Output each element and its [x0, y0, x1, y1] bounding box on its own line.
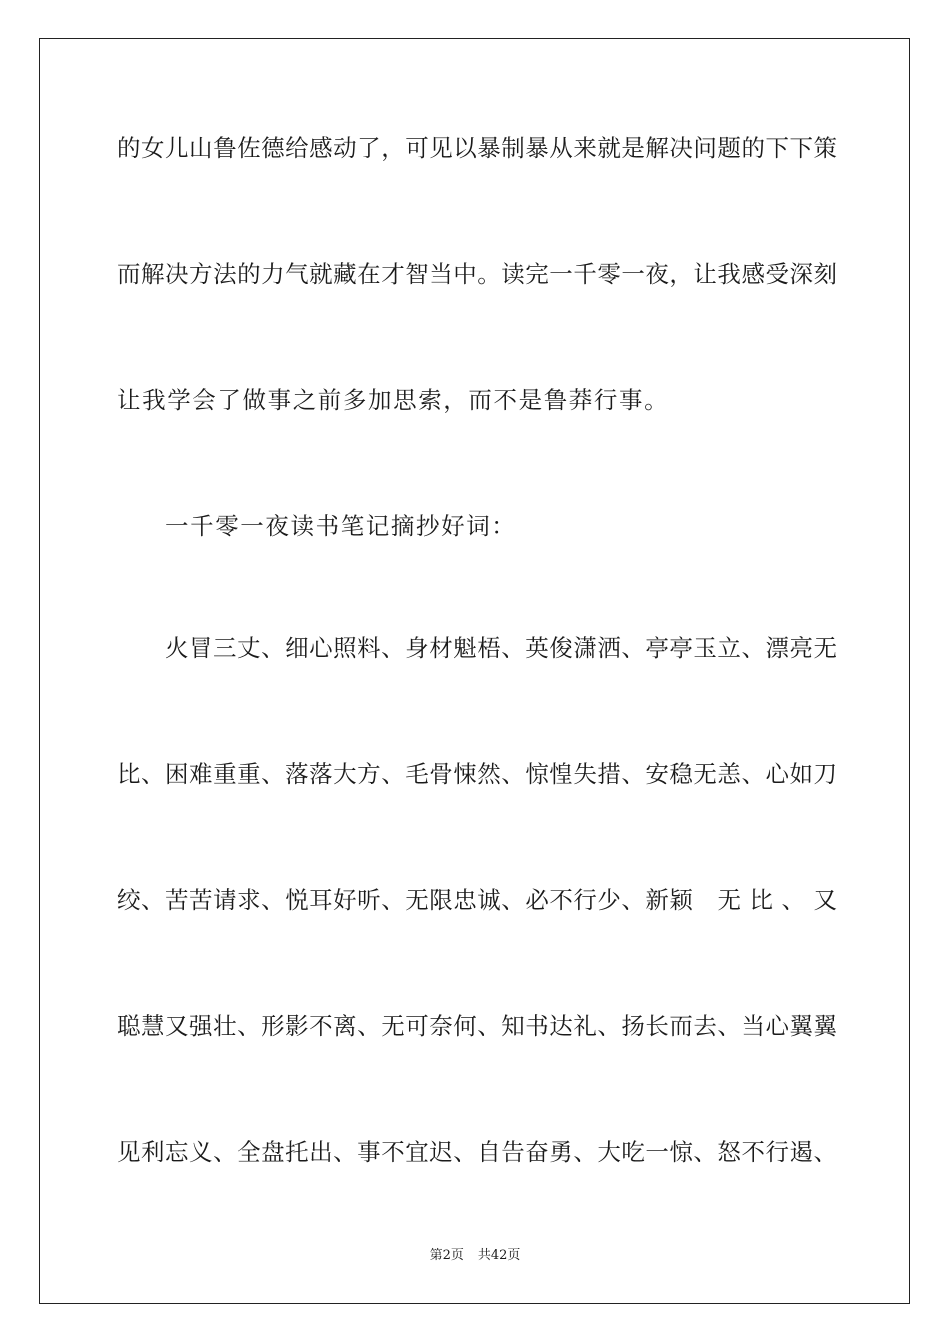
body-text-line: 火冒三丈、细心照料、身材魁梧、英俊潇洒、亭亭玉立、漂亮无 — [165, 634, 837, 662]
body-text-line: 而解决方法的力气就藏在才智当中。读完一千零一夜，让我感受深刻 — [117, 260, 837, 288]
body-text-line: 见利忘义、全盘托出、事不宜迟、自告奋勇、大吃一惊、怒不行遏、 — [117, 1138, 837, 1166]
body-text-line: 让我学会了做事之前多加思索，而不是鲁莽行事。 — [117, 386, 670, 414]
body-text-line: 比、困难重重、落落大方、毛骨悚然、惊惶失措、安稳无恙、心如刀 — [117, 760, 837, 788]
body-text-line: 绞、苦苦请求、悦耳好听、无限忠诚、必不行少、新颖 无 比 、 又 — [117, 886, 837, 914]
page-total: 共42页 — [477, 1248, 521, 1263]
section-heading: 一千零一夜读书笔记摘抄好词： — [165, 512, 517, 540]
page-footer — [0, 1247, 950, 1265]
page-border — [39, 38, 910, 1304]
page-number: 第2页 — [429, 1248, 464, 1263]
body-text-line: 聪慧又强壮、形影不离、无可奈何、知书达礼、扬长而去、当心翼翼 — [117, 1012, 837, 1040]
body-text-line: 的女儿山鲁佐德给感动了，可见以暴制暴从来就是解决问题的下下策 — [117, 134, 837, 162]
